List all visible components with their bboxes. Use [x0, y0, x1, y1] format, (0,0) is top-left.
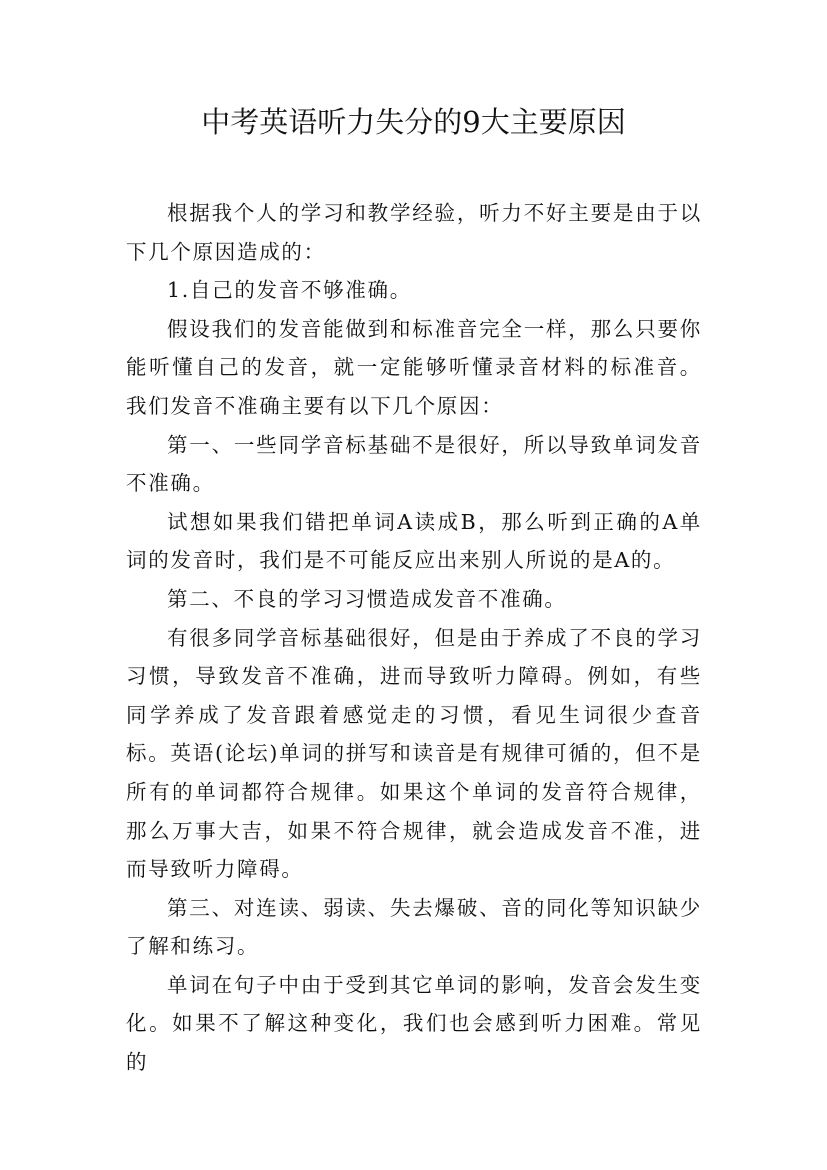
document-title: 中考英语听力失分的9大主要原因 — [201, 105, 626, 139]
paragraph: 试想如果我们错把单词A读成B，那么听到正确的A单词的发音时，我们是不可能反应出来别人所说的是A的。 — [126, 509, 702, 573]
document-body — [126, 194, 702, 1082]
paragraph: 单词在句子中由于受到其它单词的影响，发音会发生变化。如果不了解这种变化，我们也会感到听力困难。常见的 — [126, 972, 702, 1075]
paragraph: 1.自己的发音不够准确。 — [167, 278, 412, 303]
paragraph: 第二、不良的学习习惯造成发音不准确。 — [167, 586, 567, 611]
paragraph: 有很多同学音标基础很好，但是由于养成了不良的学习习惯，导致发音不准确，进而导致听力障碍。例如，有些同学养成了发音跟着感觉走的习惯，看见生词很少查音标。英语(论坛)单词的拼写和读音是有规律可循的，但不是所有的单词都符合规律。如果这个单词的发音符合规律，那么万事大吉，如果不符合规律，就会造成发音不准，进而导致听力障碍。 — [126, 625, 702, 882]
paragraph: 第三、对连读、弱读、失去爆破、音的同化等知识缺少了解和练习。 — [126, 895, 702, 959]
paragraph: 根据我个人的学习和教学经验，听力不好主要是由于以下几个原因造成的： — [126, 201, 702, 264]
paragraph: 假设我们的发音能做到和标准音完全一样，那么只要你能听懂自己的发音，就一定能够听懂录音材料的标准音。我们发音不准确主要有以下几个原因： — [126, 316, 702, 418]
paragraph: 第一、一些同学音标基础不是很好，所以导致单词发音不准确。 — [126, 432, 702, 496]
